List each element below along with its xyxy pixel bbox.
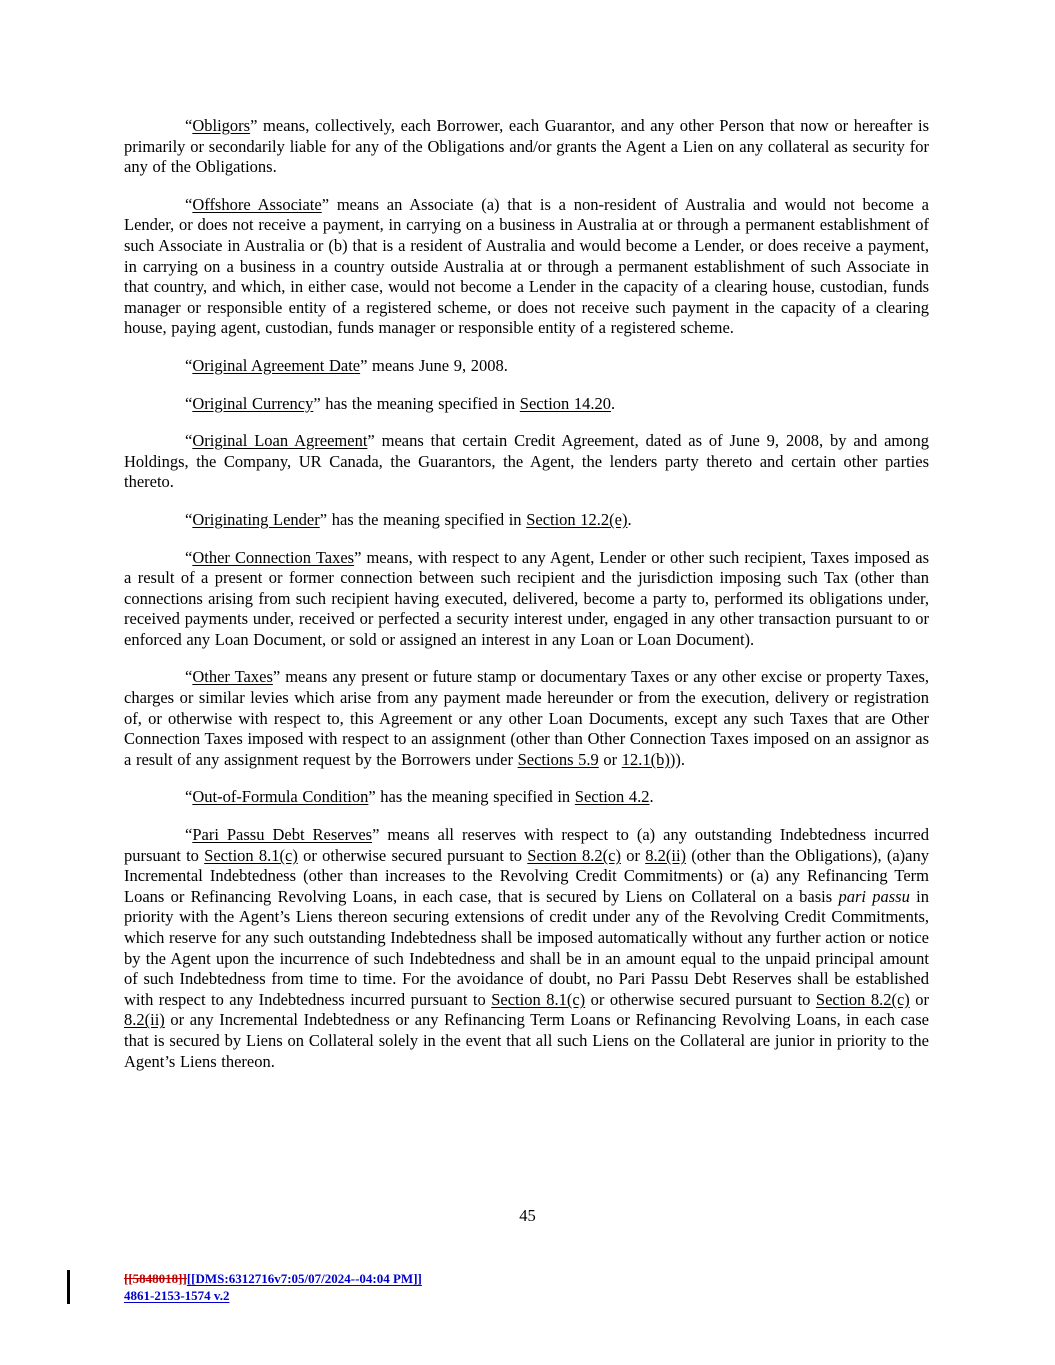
body-text: ” means any present or future stamp or documentary Taxes or any other excise or property Taxes, charges or similar levies which arise from any payment made hereunder or from the execution, delivery or registration of, or otherwise with respect to, this Agreement or any other Loan Documents, except any such Taxes that are Other Connection Taxes imposed with respect to an assignment (other than Other Connection Taxes imposed on an assignor as a result of any assignment request by the Borrowers under bbox=[124, 667, 929, 769]
body-text: . bbox=[627, 509, 632, 529]
body-text: in priority with the Agent’s Liens thereon securing extensions of credit under any of the Revolving Credit Commitments, which reserve for any such outstanding Indebtedness shall be imposed automatically without any further action or notice by the Agent upon the incurrence of such Indebtedness and shall be in an amount equal to the unpaid principal amount of such Indebtedness from time to time. For the avoidance of doubt, no Pari Passu Debt Reserves shall be established with respect to any Indebtedness incurred pursuant to bbox=[124, 886, 929, 1009]
body-text: or otherwise secured pursuant to bbox=[297, 845, 528, 865]
body-text: “ bbox=[185, 355, 193, 375]
defined-term: Offshore Associate bbox=[192, 194, 322, 214]
paragraph bbox=[124, 116, 929, 178]
defined-term: Section 12.2(e) bbox=[526, 509, 628, 529]
body-text: “ bbox=[185, 787, 193, 807]
paragraph bbox=[124, 548, 929, 651]
body-text: ” has the meaning specified in bbox=[319, 509, 527, 529]
paragraph bbox=[124, 195, 929, 339]
paragraph bbox=[124, 356, 929, 377]
defined-term: Section 14.20 bbox=[519, 393, 612, 413]
defined-term: Original Loan Agreement bbox=[192, 431, 368, 451]
defined-term: 8.2(ii) bbox=[124, 1010, 165, 1030]
defined-term: Originating Lender bbox=[192, 509, 320, 529]
revision-change-bar bbox=[67, 1270, 70, 1304]
defined-term: Other Taxes bbox=[192, 667, 273, 687]
body-text: )). bbox=[669, 749, 685, 769]
defined-term: Section 8.2(c) bbox=[527, 845, 621, 865]
body-text: ” means an Associate (a) that is a non-resident of Australia and would not become a Lender, or does not receive a payment, in carrying on a business in Australia at or through a permanent establishment of such Associate in Australia or (b) that is a resident of Australia and would become a Lender, or does receive a payment, in carrying on a business in a country outside Australia at or through a permanent establishment of such Associate in that country, and which, in either case, would not become a Lender in the capacity of a clearing house, custodian, funds manager or responsible entity of a registered scheme, or does not receive such payment in the capacity of a clearing house, paying agent, custodian, funds manager or responsible entity of a registered scheme. bbox=[124, 194, 929, 338]
defined-term: Section 8.1(c) bbox=[491, 989, 586, 1009]
body-text: “ bbox=[185, 509, 193, 529]
body-text: “ bbox=[185, 547, 193, 567]
body-text: ” has the meaning specified in bbox=[368, 787, 575, 807]
body-text: ” means, with respect to any Agent, Lender or other such recipient, Taxes imposed as a result of a present or former connection between such recipient and the jurisdiction imposing such Tax (other than connections arising from such recipient having executed, delivered, become a party to, performed its obligations under, received payments under, received or perfected a security interest under, engaged in any other transaction pursuant to or enforced any Loan Document, or sold or assigned an interest in any Loan or Loan Document). bbox=[124, 547, 929, 649]
defined-term: Section 8.2(c) bbox=[815, 989, 910, 1009]
defined-term: Obligors bbox=[192, 116, 251, 135]
footer bbox=[124, 1271, 422, 1304]
paragraph bbox=[124, 825, 929, 1072]
paragraph bbox=[124, 394, 929, 415]
paragraph bbox=[124, 431, 929, 493]
body-text: . bbox=[611, 393, 616, 413]
paragraph bbox=[124, 510, 929, 531]
paragraph bbox=[124, 667, 929, 770]
body-text: ” has the meaning specified in bbox=[313, 393, 520, 413]
page-number: 45 bbox=[519, 1206, 536, 1225]
defined-term: 12.1(b) bbox=[621, 749, 670, 769]
body-text: or any Incremental Indebtedness or any Refinancing Term Loans or Refinancing Revolving Loans, in each case that is secured by Liens on Collateral solely in the event that all such Liens on the Collateral are junior in priority to the Agent’s Liens thereon. bbox=[124, 1010, 929, 1071]
body-text: . bbox=[649, 787, 654, 807]
defined-term: Other Connection Taxes bbox=[192, 547, 355, 567]
body-text: or bbox=[598, 749, 622, 769]
body-text: ” means, collectively, each Borrower, each Guarantor, and any other Person that now or hereafter is primarily or secondarily liable for any of the Obligations and/or grants the Agent a Lien on any collateral as security for any of the Obligations. bbox=[124, 116, 929, 177]
body-text: “ bbox=[185, 393, 193, 413]
defined-term: Section 4.2 bbox=[574, 787, 650, 807]
footer-line-2 bbox=[124, 1288, 422, 1305]
body-text: or otherwise secured pursuant to bbox=[585, 989, 816, 1009]
defined-term: Original Agreement Date bbox=[192, 355, 361, 375]
defined-term: Original Currency bbox=[192, 393, 314, 413]
defined-term: Pari Passu Debt Reserves bbox=[192, 825, 373, 845]
body-text: ” means June 9, 2008. bbox=[360, 355, 508, 375]
paragraph bbox=[124, 787, 929, 808]
body-text: or bbox=[620, 845, 646, 865]
defined-term: Sections 5.9 bbox=[517, 749, 599, 769]
defined-term: Out-of-Formula Condition bbox=[192, 787, 369, 807]
body-text: “ bbox=[185, 667, 193, 687]
body-text: “ bbox=[185, 116, 193, 135]
body-text: ” means all reserves with respect to (a) any outstanding Indebtedness incurred pursuant to bbox=[124, 825, 929, 865]
defined-term: Section 8.1(c) bbox=[204, 845, 298, 865]
italic-text: pari passu bbox=[838, 886, 910, 906]
body-text: (other than the Obligations), (a)any Incremental Indebtedness (other than increases to the Revolving Credit Commitments) or (a) any Refinancing Term Loans or Refinancing Revolving Loans, in each case, that is secured by Liens on Collateral on a basis bbox=[124, 845, 929, 906]
document-paragraphs bbox=[124, 116, 929, 1072]
defined-term: 8.2(ii) bbox=[645, 845, 687, 865]
doc-ref: 4861-2153-1574 v.2 bbox=[124, 1287, 230, 1303]
body-text: “ bbox=[185, 431, 193, 451]
dms-ref: [[DMS:6312716v7:05/07/2024--04:04 PM]] bbox=[186, 1271, 422, 1286]
body-text: “ bbox=[185, 194, 193, 214]
footer-line-1 bbox=[124, 1271, 422, 1288]
deleted-ref: [[5848018]] bbox=[124, 1271, 187, 1286]
body-text: “ bbox=[185, 825, 193, 845]
body-text: ” means that certain Credit Agreement, dated as of June 9, 2008, by and among Holdings, the Company, UR Canada, the Guarantors, the Agent, the lenders party thereto and certain other parties thereto. bbox=[124, 431, 929, 492]
body-text: or bbox=[909, 989, 930, 1009]
